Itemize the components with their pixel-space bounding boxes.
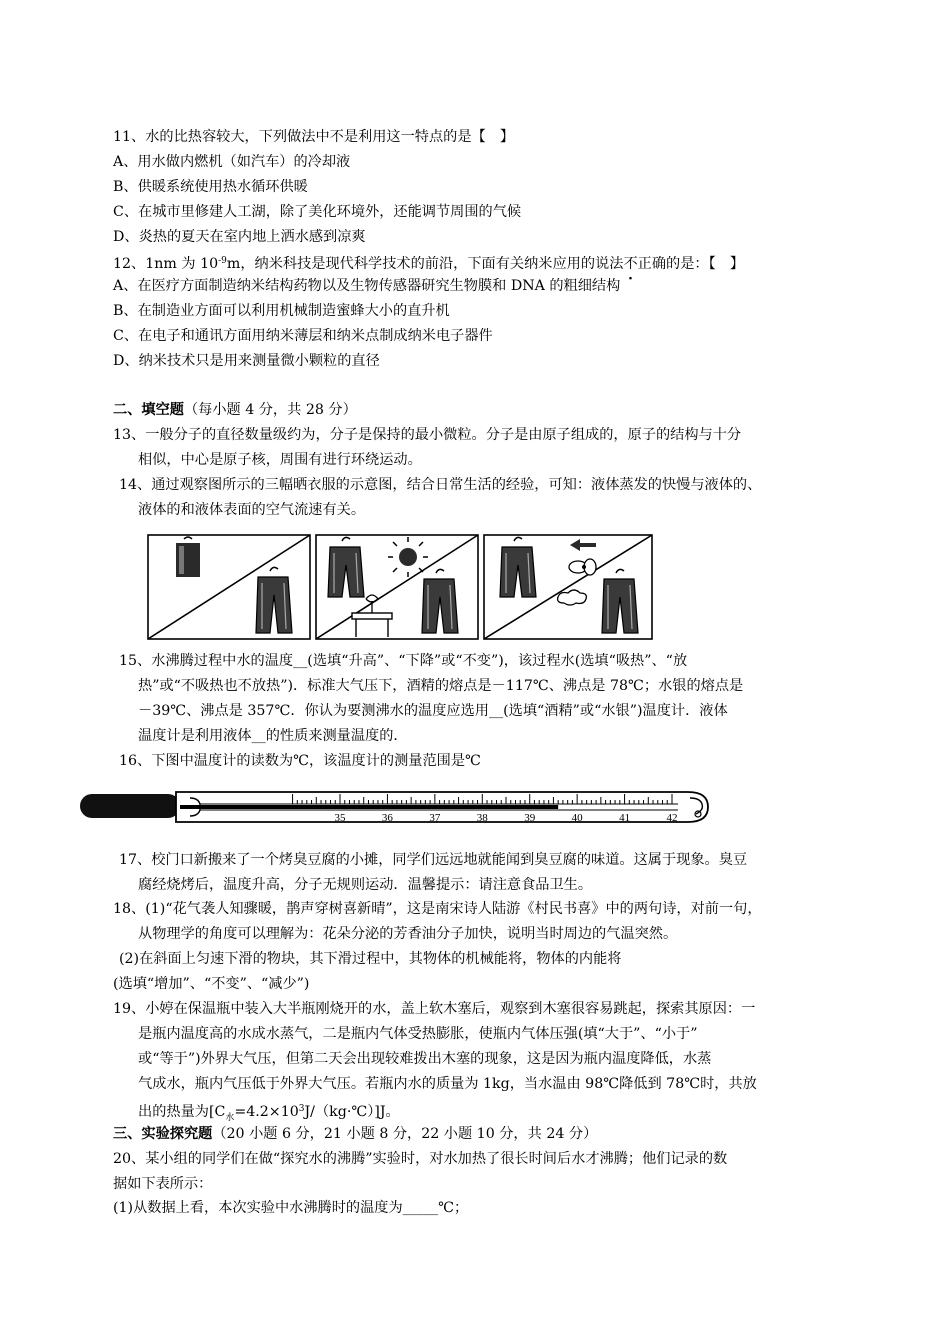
scale-label: 42 [666,812,678,824]
folded-cloth-icon [176,537,200,577]
q12-emphasis-word: 不 [623,256,638,272]
section3-note: （20 小题 6 分，21 小题 8 分，22 小题 10 分，共 24 分） [212,1126,598,1142]
q19-subscript: 水 [225,1112,235,1123]
q11-option-c: C、在城市里修建人工湖，除了美化环境外，还能调节周围的气候 [113,204,522,220]
q19-line5-mid: =4.2×10 [234,1104,299,1120]
q15-line2: 热”或“不吸热也不放热”)．标准大气压下，酒精的熔点是－117℃、沸点是 78℃；水银的熔点是 [138,678,744,694]
q12-option-b: B、在制造业方面可以利用机械制造蜜蜂大小的直升机 [113,303,450,319]
section2-heading [113,400,357,420]
q12-stem-mid: m，纳米科技是现代科学技术的前沿，下面有关纳米应用的说法 [226,256,624,272]
q19-line4: 气成水，瓶内气压低于外界大气压。若瓶内水的质量为 1kg，当水温由 98℃降低到 78℃时，共放 [138,1076,757,1092]
q15-line3: －39℃、沸点是 357℃．你认为要测沸水的温度应选用__(选填“酒精”或“水银”)温度计．液体 [138,703,728,719]
q12-stem [113,251,744,274]
q19-line2: 是瓶内温度高的水成水蒸气，二是瓶内气体受热膨胀，使瓶内气体压强(填“大于”、“小于” [138,1026,698,1042]
q19-line1: 19、小婷在保温瓶中装入大半瓶刚烧开的水，盖上软木塞后，观察到木塞很容易跳起，探索其原因：一 [113,1001,756,1017]
hanging-pants-icon [256,567,292,633]
clothes-drying-figure [146,533,654,641]
q14-line1: 14、通过观察图所示的三幅晒衣服的示意图，结合日常生活的经验，可知：液体蒸发的快慢与液体的、 [119,477,762,493]
scale-label: 37 [429,812,441,824]
q11-option-d: D、炎热的夏天在室内地上洒水感到凉爽 [113,229,366,245]
q18-line2: 从物理学的角度可以理解为：花朵分泌的芳香油分子加快，说明当时周边的气温突然。 [138,926,678,942]
q12-exponent: -9 [218,256,227,266]
q20-line1: 20、某小组的同学们在做“探究水的沸腾”实验时，对水加热了很长时间后水才沸腾；他们记录的数 [113,1151,728,1167]
q17-line1: 17、校门口新搬来了一个烤臭豆腐的小摊，同学们远远地就能闻到臭豆腐的味道。这属于现象。臭豆 [119,852,748,868]
scale-label: 41 [619,812,631,824]
q13-line1: 13、一般分子的直径数量级约为，分子是保持的最小微粒。分子是由原子组成的，原子的结构与十分 [113,427,742,443]
q11-stem: 11、水的比热容较大，下列做法中不是利用这一特点的是【 】 [113,129,515,145]
sun-icon [388,537,428,577]
section3-title: 三、实验探究题 [113,1126,213,1142]
q12-stem-post: 正确的是：【 】 [637,256,745,272]
q19-line5-post: J/（kg·℃）]J。 [304,1104,400,1120]
q18-line3: (2)在斜面上匀速下滑的物块，其下滑过程中，其物体的机械能将，物体的内能将 [119,951,622,967]
q12-option-d: D、纳米技术只是用来测量微小颗粒的直径 [113,353,380,369]
q20-line2: 据如下表所示： [113,1176,213,1192]
q15-line1: 15、水沸腾过程中水的温度__(选填“升高”、“下降”或“不变”)，该过程水(选填“吸热”、“放 [119,653,688,669]
section2-note: （每小题 4 分，共 28 分） [183,402,357,418]
section2-title: 二、填空题 [113,402,184,418]
table-plant-icon [352,595,392,637]
q11-option-b: B、供暖系统使用热水循环供暖 [113,179,308,195]
scale-label: 35 [334,812,346,824]
scale-label: 40 [571,812,583,824]
q20-line3: (1)从数据上看，本次实验中水沸腾时的温度为_____℃； [113,1200,469,1216]
q19-line5-pre: 出的热量为[C [138,1104,226,1120]
q15-line4: 温度计是利用液体__的性质来测量温度的． [138,728,408,744]
scale-label: 39 [524,812,536,824]
q19-exponent: 3 [298,1104,305,1114]
thermometer-figure [78,784,720,830]
q18-line4: (选填“增加”、“不变”、“减少”) [113,976,310,992]
scale-label: 38 [476,812,488,824]
q11-option-a: A、用水做内燃机（如汽车）的冷却液 [113,154,351,170]
q13-line2: 相似，中心是原子核，周围有进行环绕运动。 [138,452,422,468]
fan-icon [569,559,596,575]
hanging-pants-icon [500,537,536,597]
q18-line1: 18、(1)“花气袭人知骤暖，鹊声穿树喜新晴”，这是南宋诗人陆游《村民书喜》中的两句诗，对前一句， [113,901,762,917]
mercury-column [180,805,558,809]
section3-heading [113,1124,597,1144]
q16-line1: 16、下图中温度计的读数为℃，该温度计的测量范围是℃ [119,753,481,769]
wind-arrow-icon [570,539,596,551]
q12-stem-pre: 12、1nm 为 10 [113,256,219,272]
q12-option-a: A、在医疗方面制造纳米结构药物以及生物传感器研究生物膜和 DNA 的粗细结构 [113,278,621,294]
scale-label: 36 [381,812,393,824]
hanging-pants-icon [328,537,364,597]
q14-line2: 液体的和液体表面的空气流速有关。 [138,502,366,518]
puddle-icon [558,590,587,605]
hanging-pants-icon [602,569,638,633]
q19-line3: 或“等于”)外界大气压，但第二天会出现较难拨出木塞的现象，这是因为瓶内温度降低，水蒸 [138,1051,712,1067]
q17-line2: 腐经烧烤后，温度升高，分子无规则运动．温馨提示：请注意食品卫生。 [138,877,593,893]
hanging-pants-icon [422,569,458,633]
thermometer-bulb [80,794,180,818]
q12-option-c: C、在电子和通讯方面用纳米薄层和纳米点制成纳米电子器件 [113,328,493,344]
